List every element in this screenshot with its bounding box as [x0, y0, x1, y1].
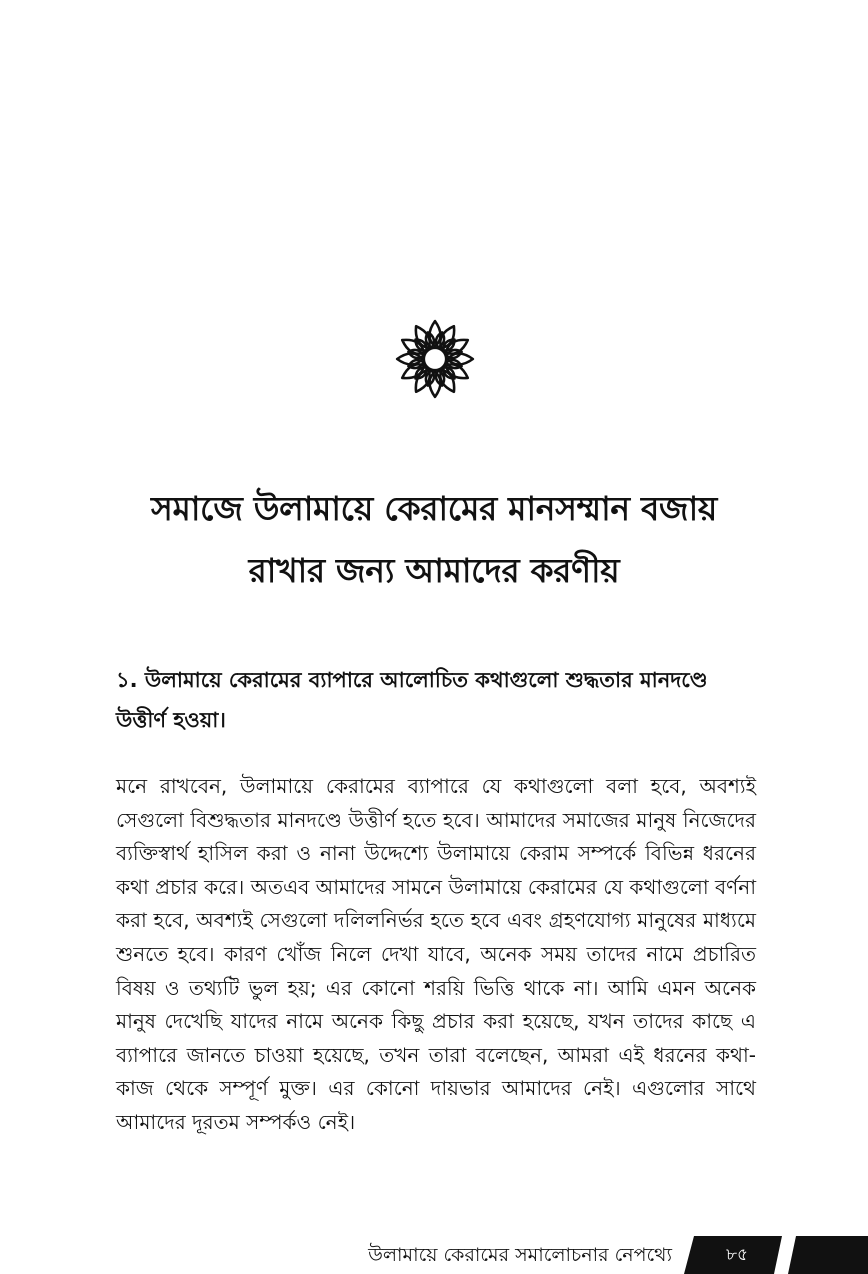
chapter-title-line-1: সমাজে উলামায়ে কেরামের মানসম্মান বজায়: [151, 489, 717, 528]
running-footer-title: উলামায়ে কেরামের সমালোচনার নেপথ্যে: [368, 1244, 672, 1266]
section-heading: ১. উলামায়ে কেরামের ব্যাপারে আলোচিত কথাগুলো শুদ্ধতার মানদণ্ডে উত্তীর্ণ হওয়া।: [116, 668, 708, 732]
flower-ornament-icon: [392, 316, 478, 402]
chapter-title-line-2: রাখার জন্য আমাদের করণীয়: [248, 551, 620, 590]
chapter-title: [60, 478, 808, 602]
page-number: ৮৫: [725, 1245, 749, 1265]
body-paragraph: মনে রাখবেন, উলামায়ে কেরামের ব্যাপারে যে কথাগুলো বলা হবে, অবশ্যই সেগুলো বিশুদ্ধতার মানদণ্ডে উত্তীর্ণ হতে হবে। আমাদের সমাজের মানুষ নিজেদের ব্যক্তিস্বার্থ হাসিল করা ও নানা উদ্দেশ্যে উলামায়ে কেরাম সম্পর্কে বিভিন্ন ধরনের কথা প্রচার করে। অতএব আমাদের সামনে উলামায়ে কেরামের যে কথাগুলো বর্ণনা করা হবে, অবশ্যই সেগুলো দলিলনির্ভর হতে হবে এবং গ্রহণযোগ্য মানুষের মাধ্যমে শুনতে হবে। কারণ খোঁজ নিলে দেখা যাবে, অনেক সময় তাদের নামে প্রচারিত বিষয় ও তথ্যটি ভুল হয়; এর কোনো শরয়ি ভিত্তি থাকে না। আমি এমন অনেক মানুষ দেখেছি যাদের নামে অনেক কিছু প্রচার করা হয়েছে, যখন তাদের কাছে এ ব্যাপারে জানতে চাওয়া হয়েছে, তখন তারা বলেছেন, আমরা এই ধরনের কথা-কাজ থেকে সম্পূর্ণ মুক্ত। এর কোনো দায়ভার আমাদের নেই। এগুলোর সাথে আমাদের দূরতম সম্পর্কও নেই।: [116, 774, 756, 1134]
